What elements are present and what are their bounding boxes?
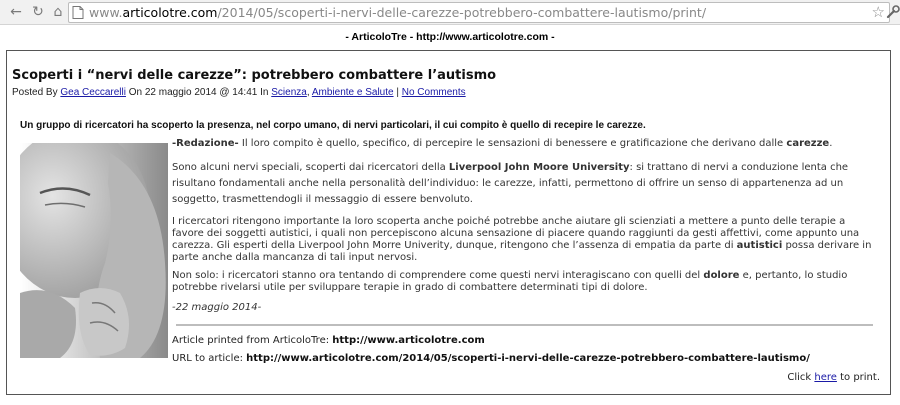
article-url-line: [172, 353, 810, 364]
browser-toolbar: [0, 0, 900, 25]
paragraph-2-b: : si trattano di nervi a conduzione lenta che risultano fondamentali anche nella personalità dell’individuo: le carezze, infatti, permettono di offrire un senso di appartenenza ad un soggetto, trasmettendogli il messaggio di essere benvoluto.: [172, 162, 849, 205]
paragraph-2: [172, 160, 872, 208]
article-lead: Un gruppo di ricercatori ha scoperto la presenza, nel corpo umano, di nervi particolari, il cui compito è quello di recepire le carezze.: [20, 120, 646, 131]
url-scheme: www.: [89, 5, 123, 20]
category-link-ambiente[interactable]: Ambiente e Salute: [311, 87, 394, 98]
category-separator: ,: [306, 87, 310, 98]
url-path: /2014/05/scoperti-i-nervi-delle-carezze-potrebbero-combattere-lautismo/print/: [217, 5, 707, 20]
paragraph-3: [172, 216, 872, 264]
paragraph-4: [172, 270, 872, 294]
paragraph-1-end: .: [829, 138, 833, 149]
paragraph-2-a: Sono alcuni nervi speciali, scoperti dai ricercatori della: [172, 162, 449, 173]
byline: [12, 87, 466, 98]
site-header: - ArticoloTre - http://www.articolotre.com -: [345, 31, 555, 43]
paragraph-1-bold: carezze: [786, 138, 830, 149]
home-icon[interactable]: ⌂: [53, 4, 63, 20]
paragraph-1-text: Il loro compito è quello, specifico, di percepire le sensazioni di benessere e gratificazione che derivano dalle: [238, 138, 787, 149]
post-date: 22 maggio 2014 @ 14:41: [144, 87, 258, 98]
printed-from-url: http://www.articolotre.com: [332, 335, 485, 346]
category-link-scienza[interactable]: Scienza: [271, 87, 307, 98]
on-label: On: [128, 87, 143, 98]
posted-by-label: Posted By: [12, 87, 58, 98]
paragraph-2-bold: Liverpool John Moore University: [448, 162, 630, 173]
printed-from-label: Article printed from ArticoloTre:: [172, 335, 333, 346]
print-here-link[interactable]: here: [814, 372, 837, 383]
footer-divider: [176, 324, 873, 326]
back-icon[interactable]: ←: [10, 4, 22, 20]
article-photo: [20, 143, 168, 358]
paragraph-4-b: e, pertanto, lo studio potrebbe rivelarsi utile per sviluppare terapie in grado di combattere determinati tipi di dolore.: [172, 270, 848, 293]
byline-redazione: -Redazione-: [172, 138, 239, 149]
author-link[interactable]: Gea Ceccarelli: [60, 87, 126, 98]
paragraph-3-bold: autistici: [736, 240, 783, 251]
paragraph-4-a: Non solo: i ricercatori stanno ora tentando di comprendere come questi nervi interagiscano con quelli del: [172, 270, 704, 281]
click-to-print: [787, 372, 880, 383]
paragraph-4-bold: dolore: [703, 270, 740, 281]
pipe-separator: |: [396, 87, 399, 98]
reload-icon[interactable]: ↻: [32, 4, 44, 20]
wrench-icon[interactable]: [886, 5, 900, 19]
paragraph-1: [172, 136, 872, 152]
bookmark-star-icon[interactable]: ☆: [871, 3, 885, 21]
url-text: [89, 3, 706, 22]
paragraph-3-b: possa derivare in parte anche dalla mancanza di tali input nervosi.: [172, 240, 872, 263]
click-label: Click: [787, 372, 815, 383]
url-host: articolotre.com: [122, 5, 218, 20]
article-url: http://www.articolotre.com/2014/05/scoperti-i-nervi-delle-carezze-potrebbero-combattere-lautismo/: [246, 353, 810, 364]
paragraph-3-a: I ricercatori ritengono importante la loro scoperta anche poiché potrebbe anche aiutare gli scienziati a mettere a punto delle terapie a favore dei soggetti autistici, i quali non percepiscono alcuna sensazione di piacere quando raggiunti da gesti affettivi, come appunto una carezza. Gli esperti della Liverpool John Morre Univerity, dunque, ritengono che l’assenza di empatia da parte di: [172, 216, 860, 251]
article-title: Scoperti i “nervi delle carezze”: potrebbero combattere l’autismo: [12, 68, 497, 83]
comments-link[interactable]: No Comments: [401, 87, 466, 98]
page-icon: [72, 6, 84, 19]
article-url-label: URL to article:: [172, 353, 247, 364]
in-label: In: [260, 87, 269, 98]
to-print-label: to print.: [836, 372, 880, 383]
article-date-footer: -22 maggio 2014-: [172, 302, 262, 313]
address-bar[interactable]: [68, 2, 890, 23]
article-body: [172, 136, 872, 324]
printed-from: [172, 335, 485, 346]
